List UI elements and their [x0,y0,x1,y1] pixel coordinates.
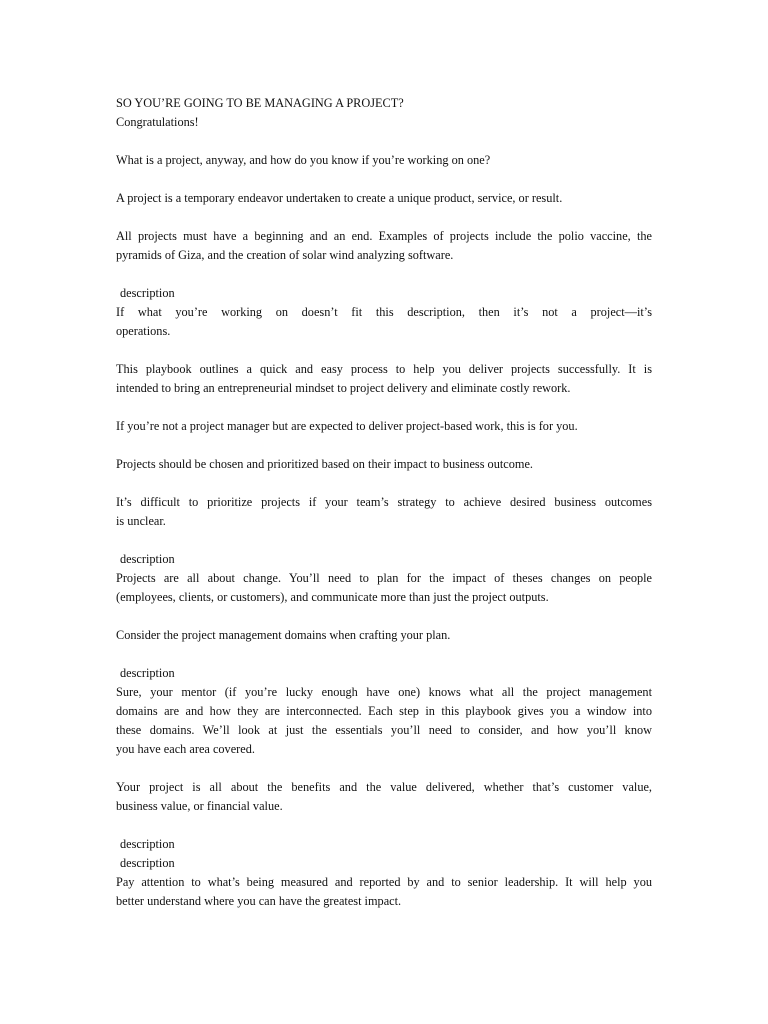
difficult-line-1: It’s difficult to prioritize projects if your team’s strategy to achieve desired business outcomes [116,495,652,509]
domains-paragraph: Consider the project management domains when crafting your plan. [116,628,451,642]
playbook-line-2: intended to bring an entrepreneurial mindset to project delivery and eliminate costly rework. [116,381,571,395]
change-line-2: (employees, clients, or customers), and communicate more than just the project outputs. [116,590,549,604]
difficult-line-2: is unclear. [116,514,166,528]
mentor-line-4: you have each area covered. [116,742,255,756]
description-label: description [120,552,175,566]
description-label: description [120,856,175,870]
description-label: description [120,666,175,680]
prioritize-paragraph: Projects should be chosen and prioritized based on their impact to business outcome. [116,457,533,471]
change-line-1: Projects are all about change. You’ll need to plan for the impact of theses changes on people [116,571,652,585]
not-pm-paragraph: If you’re not a project manager but are expected to deliver project-based work, this is for you. [116,419,578,433]
description-label: description [120,286,175,300]
definition-paragraph: A project is a temporary endeavor undertaken to create a unique product, service, or result. [116,191,563,205]
document-title: SO YOU’RE GOING TO BE MANAGING A PROJECT? [116,96,404,110]
attention-line-1: Pay attention to what’s being measured and reported by and to senior leadership. It will help you [116,875,652,889]
subtitle: Congratulations! [116,115,199,129]
mentor-line-2: domains are and how they are interconnected. Each step in this playbook gives you a window into [116,704,652,718]
description-label: description [120,837,175,851]
benefits-line-1: Your project is all about the benefits and the value delivered, whether that’s customer value, [116,780,652,794]
benefits-line-2: business value, or financial value. [116,799,283,813]
operations-line-1: If what you’re working on doesn’t fit this description, then it’s not a project—it’s [116,305,652,319]
examples-line-2: pyramids of Giza, and the creation of solar wind analyzing software. [116,248,454,262]
examples-line-1: All projects must have a beginning and an end. Examples of projects include the polio vaccine, the [116,229,652,243]
mentor-line-3: these domains. We’ll look at just the essentials you’ll need to consider, and how you’ll know [116,723,652,737]
mentor-line-1: Sure, your mentor (if you’re lucky enough have one) knows what all the project management [116,685,652,699]
playbook-line-1: This playbook outlines a quick and easy process to help you deliver projects successfully. It is [116,362,652,376]
question-paragraph: What is a project, anyway, and how do you know if you’re working on one? [116,153,491,167]
attention-line-2: better understand where you can have the greatest impact. [116,894,402,908]
operations-line-2: operations. [116,324,171,338]
